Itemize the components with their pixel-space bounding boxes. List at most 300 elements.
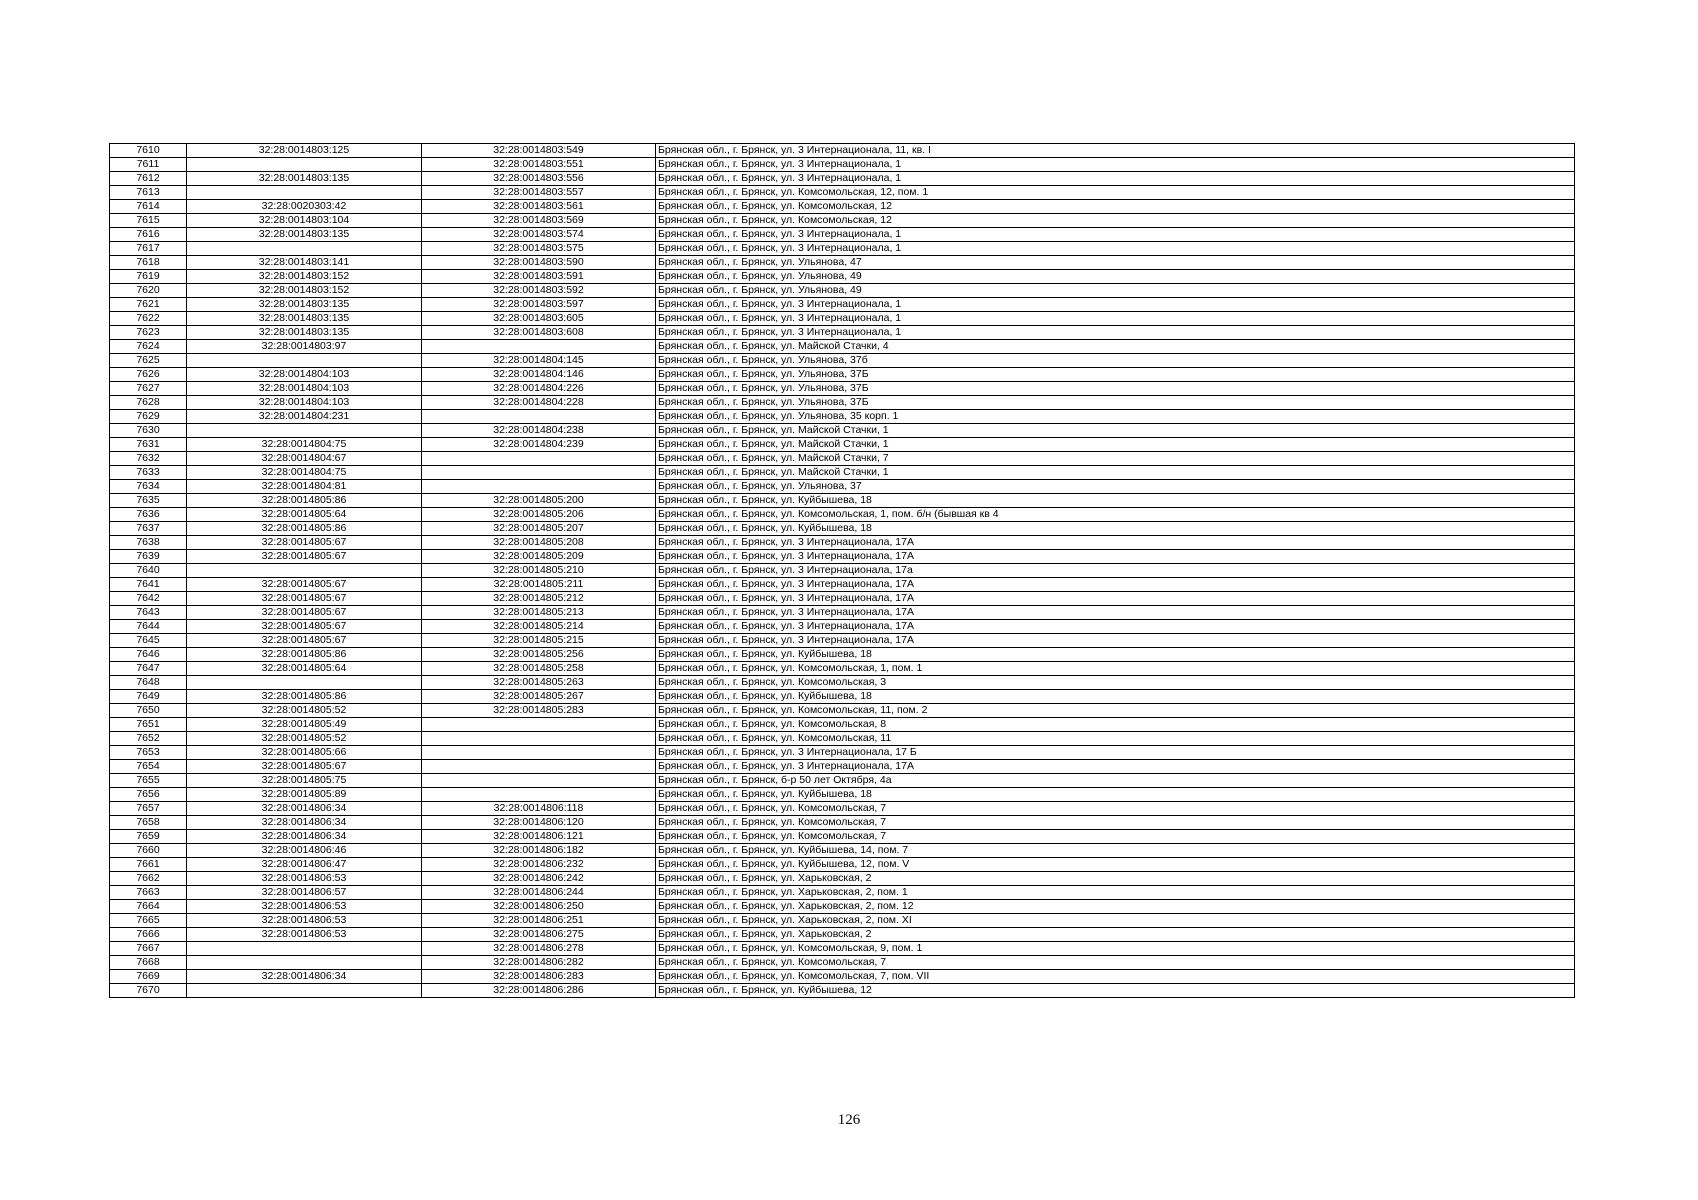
object-cadastral-number-cell: 32:28:0014804:146 bbox=[422, 368, 656, 382]
address-cell: Брянская обл., г. Брянск, ул. Куйбышева, 18 bbox=[656, 788, 1575, 802]
cadastral-number-cell bbox=[187, 186, 422, 200]
cadastral-number-cell bbox=[187, 956, 422, 970]
row-number-cell: 7628 bbox=[110, 396, 187, 410]
address-cell: Брянская обл., г. Брянск, ул. 3 Интернационала, 17А bbox=[656, 592, 1575, 606]
table-row bbox=[110, 550, 1575, 564]
object-cadastral-number-cell: 32:28:0014806:121 bbox=[422, 830, 656, 844]
cadastral-number-cell: 32:28:0014806:34 bbox=[187, 816, 422, 830]
address-cell: Брянская обл., г. Брянск, ул. Комсомольская, 7 bbox=[656, 956, 1575, 970]
address-cell: Брянская обл., г. Брянск, ул. 3 Интернационала, 1 bbox=[656, 158, 1575, 172]
cadastral-number-cell: 32:28:0014803:125 bbox=[187, 144, 422, 158]
address-cell: Брянская обл., г. Брянск, ул. 3 Интернационала, 17А bbox=[656, 620, 1575, 634]
cadastral-number-cell: 32:28:0014803:135 bbox=[187, 326, 422, 340]
address-cell: Брянская обл., г. Брянск, ул. Майской Стачки, 1 bbox=[656, 466, 1575, 480]
object-cadastral-number-cell: 32:28:0014806:182 bbox=[422, 844, 656, 858]
row-number-cell: 7612 bbox=[110, 172, 187, 186]
address-cell: Брянская обл., г. Брянск, ул. 3 Интернационала, 1 bbox=[656, 172, 1575, 186]
address-cell: Брянская обл., г. Брянск, ул. Харьковская, 2, пом. XI bbox=[656, 914, 1575, 928]
table-row bbox=[110, 270, 1575, 284]
address-cell: Брянская обл., г. Брянск, ул. Комсомольская, 7, пом. VII bbox=[656, 970, 1575, 984]
table-row bbox=[110, 382, 1575, 396]
address-cell: Брянская обл., г. Брянск, ул. Харьковская, 2 bbox=[656, 928, 1575, 942]
table-row bbox=[110, 760, 1575, 774]
cadastral-number-cell: 32:28:0014804:103 bbox=[187, 396, 422, 410]
row-number-cell: 7670 bbox=[110, 984, 187, 998]
table-row bbox=[110, 676, 1575, 690]
cadastral-number-cell: 32:28:0014806:57 bbox=[187, 886, 422, 900]
table-row bbox=[110, 956, 1575, 970]
table-row bbox=[110, 690, 1575, 704]
object-cadastral-number-cell: 32:28:0014803:575 bbox=[422, 242, 656, 256]
row-number-cell: 7647 bbox=[110, 662, 187, 676]
object-cadastral-number-cell: 32:28:0014805:214 bbox=[422, 620, 656, 634]
address-cell: Брянская обл., г. Брянск, ул. Ульянова, 37Б bbox=[656, 368, 1575, 382]
address-cell: Брянская обл., г. Брянск, ул. Комсомольская, 12 bbox=[656, 214, 1575, 228]
table-row bbox=[110, 158, 1575, 172]
address-cell: Брянская обл., г. Брянск, ул. Куйбышева, 18 bbox=[656, 690, 1575, 704]
object-cadastral-number-cell: 32:28:0014806:286 bbox=[422, 984, 656, 998]
object-cadastral-number-cell: 32:28:0014803:597 bbox=[422, 298, 656, 312]
object-cadastral-number-cell: 32:28:0014803:574 bbox=[422, 228, 656, 242]
row-number-cell: 7652 bbox=[110, 732, 187, 746]
row-number-cell: 7623 bbox=[110, 326, 187, 340]
cadastral-number-cell: 32:28:0014805:67 bbox=[187, 536, 422, 550]
row-number-cell: 7627 bbox=[110, 382, 187, 396]
object-cadastral-number-cell: 32:28:0014805:283 bbox=[422, 704, 656, 718]
object-cadastral-number-cell: 32:28:0014805:215 bbox=[422, 634, 656, 648]
table-row bbox=[110, 298, 1575, 312]
address-cell: Брянская обл., г. Брянск, ул. Куйбышева, 18 bbox=[656, 494, 1575, 508]
table-row bbox=[110, 606, 1575, 620]
cadastral-number-cell: 32:28:0014805:67 bbox=[187, 620, 422, 634]
address-cell: Брянская обл., г. Брянск, ул. Комсомольская, 11, пом. 2 bbox=[656, 704, 1575, 718]
object-cadastral-number-cell bbox=[422, 410, 656, 424]
address-cell: Брянская обл., г. Брянск, ул. Куйбышева, 12 bbox=[656, 984, 1575, 998]
cadastral-number-cell: 32:28:0014805:49 bbox=[187, 718, 422, 732]
row-number-cell: 7646 bbox=[110, 648, 187, 662]
address-cell: Брянская обл., г. Брянск, ул. Ульянова, 37Б bbox=[656, 396, 1575, 410]
cadastral-number-cell: 32:28:0014806:46 bbox=[187, 844, 422, 858]
object-cadastral-number-cell: 32:28:0014805:207 bbox=[422, 522, 656, 536]
address-cell: Брянская обл., г. Брянск, ул. 3 Интернационала, 11, кв. I bbox=[656, 144, 1575, 158]
address-cell: Брянская обл., г. Брянск, ул. 3 Интернационала, 17а bbox=[656, 564, 1575, 578]
address-cell: Брянская обл., г. Брянск, ул. Ульянова, 49 bbox=[656, 270, 1575, 284]
table-row bbox=[110, 312, 1575, 326]
object-cadastral-number-cell: 32:28:0014803:561 bbox=[422, 200, 656, 214]
row-number-cell: 7632 bbox=[110, 452, 187, 466]
table-row bbox=[110, 522, 1575, 536]
row-number-cell: 7620 bbox=[110, 284, 187, 298]
cadastral-number-cell: 32:28:0014805:67 bbox=[187, 578, 422, 592]
cadastral-number-cell bbox=[187, 676, 422, 690]
table-row bbox=[110, 256, 1575, 270]
row-number-cell: 7626 bbox=[110, 368, 187, 382]
row-number-cell: 7665 bbox=[110, 914, 187, 928]
object-cadastral-number-cell: 32:28:0014806:278 bbox=[422, 942, 656, 956]
row-number-cell: 7621 bbox=[110, 298, 187, 312]
cadastral-number-cell: 32:28:0014806:53 bbox=[187, 914, 422, 928]
object-cadastral-number-cell: 32:28:0014806:232 bbox=[422, 858, 656, 872]
row-number-cell: 7660 bbox=[110, 844, 187, 858]
object-cadastral-number-cell: 32:28:0014805:209 bbox=[422, 550, 656, 564]
table-row bbox=[110, 578, 1575, 592]
cadastral-number-cell: 32:28:0014803:135 bbox=[187, 228, 422, 242]
object-cadastral-number-cell bbox=[422, 480, 656, 494]
address-cell: Брянская обл., г. Брянск, ул. Харьковская, 2, пом. 12 bbox=[656, 900, 1575, 914]
row-number-cell: 7625 bbox=[110, 354, 187, 368]
object-cadastral-number-cell bbox=[422, 788, 656, 802]
row-number-cell: 7624 bbox=[110, 340, 187, 354]
table-row bbox=[110, 536, 1575, 550]
cadastral-number-cell: 32:28:0014805:89 bbox=[187, 788, 422, 802]
address-cell: Брянская обл., г. Брянск, ул. Комсомольская, 7 bbox=[656, 830, 1575, 844]
address-cell: Брянская обл., г. Брянск, ул. Комсомольская, 3 bbox=[656, 676, 1575, 690]
object-cadastral-number-cell: 32:28:0014806:282 bbox=[422, 956, 656, 970]
cadastral-number-cell: 32:28:0014804:75 bbox=[187, 466, 422, 480]
address-cell: Брянская обл., г. Брянск, ул. Ульянова, 37 bbox=[656, 480, 1575, 494]
page-number: 126 bbox=[837, 1112, 861, 1128]
object-cadastral-number-cell bbox=[422, 746, 656, 760]
row-number-cell: 7666 bbox=[110, 928, 187, 942]
address-cell: Брянская обл., г. Брянск, ул. Комсомольская, 1, пом. б/н (бывшая кв 4 bbox=[656, 508, 1575, 522]
table-row bbox=[110, 480, 1575, 494]
row-number-cell: 7619 bbox=[110, 270, 187, 284]
row-number-cell: 7639 bbox=[110, 550, 187, 564]
address-cell: Брянская обл., г. Брянск, ул. Ульянова, 37Б bbox=[656, 382, 1575, 396]
row-number-cell: 7645 bbox=[110, 634, 187, 648]
cadastral-number-cell bbox=[187, 158, 422, 172]
table-row bbox=[110, 648, 1575, 662]
object-cadastral-number-cell: 32:28:0014803:549 bbox=[422, 144, 656, 158]
row-number-cell: 7642 bbox=[110, 592, 187, 606]
address-cell: Брянская обл., г. Брянск, ул. 3 Интернационала, 1 bbox=[656, 242, 1575, 256]
cadastral-number-cell: 32:28:0014805:66 bbox=[187, 746, 422, 760]
object-cadastral-number-cell: 32:28:0014806:275 bbox=[422, 928, 656, 942]
object-cadastral-number-cell: 32:28:0014805:263 bbox=[422, 676, 656, 690]
cadastral-number-cell: 32:28:0014806:34 bbox=[187, 802, 422, 816]
row-number-cell: 7636 bbox=[110, 508, 187, 522]
object-cadastral-number-cell: 32:28:0014803:556 bbox=[422, 172, 656, 186]
address-cell: Брянская обл., г. Брянск, ул. Комсомольская, 7 bbox=[656, 816, 1575, 830]
table-row bbox=[110, 718, 1575, 732]
address-cell: Брянская обл., г. Брянск, ул. 3 Интернационала, 1 bbox=[656, 228, 1575, 242]
table-row bbox=[110, 354, 1575, 368]
cadastral-number-cell bbox=[187, 984, 422, 998]
table-row bbox=[110, 788, 1575, 802]
row-number-cell: 7662 bbox=[110, 872, 187, 886]
cadastral-number-cell: 32:28:0014803:135 bbox=[187, 312, 422, 326]
table-row bbox=[110, 970, 1575, 984]
row-number-cell: 7658 bbox=[110, 816, 187, 830]
object-cadastral-number-cell: 32:28:0014803:591 bbox=[422, 270, 656, 284]
table-row bbox=[110, 452, 1575, 466]
cadastral-number-cell: 32:28:0014806:53 bbox=[187, 928, 422, 942]
address-cell: Брянская обл., г. Брянск, ул. Куйбышева, 18 bbox=[656, 648, 1575, 662]
address-cell: Брянская обл., г. Брянск, ул. 3 Интернационала, 17А bbox=[656, 606, 1575, 620]
table-row bbox=[110, 802, 1575, 816]
row-number-cell: 7656 bbox=[110, 788, 187, 802]
object-cadastral-number-cell: 32:28:0014805:267 bbox=[422, 690, 656, 704]
cadastral-number-cell: 32:28:0014805:86 bbox=[187, 648, 422, 662]
cadastral-number-cell: 32:28:0014803:104 bbox=[187, 214, 422, 228]
object-cadastral-number-cell: 32:28:0014806:118 bbox=[422, 802, 656, 816]
table-row bbox=[110, 732, 1575, 746]
table-row bbox=[110, 144, 1575, 158]
cadastral-number-cell: 32:28:0014805:67 bbox=[187, 634, 422, 648]
cadastral-number-cell: 32:28:0014803:152 bbox=[187, 270, 422, 284]
address-cell: Брянская обл., г. Брянск, ул. 3 Интернационала, 17А bbox=[656, 760, 1575, 774]
cadastral-number-cell: 32:28:0014806:53 bbox=[187, 900, 422, 914]
row-number-cell: 7631 bbox=[110, 438, 187, 452]
cadastral-number-cell: 32:28:0014803:97 bbox=[187, 340, 422, 354]
object-cadastral-number-cell bbox=[422, 340, 656, 354]
cadastral-number-cell: 32:28:0014804:81 bbox=[187, 480, 422, 494]
object-cadastral-number-cell: 32:28:0014803:590 bbox=[422, 256, 656, 270]
table-row bbox=[110, 410, 1575, 424]
object-cadastral-number-cell: 32:28:0014805:210 bbox=[422, 564, 656, 578]
table-row bbox=[110, 830, 1575, 844]
row-number-cell: 7644 bbox=[110, 620, 187, 634]
address-cell: Брянская обл., г. Брянск, ул. Майской Стачки, 7 bbox=[656, 452, 1575, 466]
cadastral-number-cell: 32:28:0014806:47 bbox=[187, 858, 422, 872]
row-number-cell: 7655 bbox=[110, 774, 187, 788]
table-row bbox=[110, 172, 1575, 186]
table-row bbox=[110, 200, 1575, 214]
row-number-cell: 7629 bbox=[110, 410, 187, 424]
cadastral-number-cell: 32:28:0014804:103 bbox=[187, 368, 422, 382]
row-number-cell: 7650 bbox=[110, 704, 187, 718]
object-cadastral-number-cell: 32:28:0014804:145 bbox=[422, 354, 656, 368]
cadastral-number-cell: 32:28:0014804:103 bbox=[187, 382, 422, 396]
table-row bbox=[110, 396, 1575, 410]
cadastral-number-cell: 32:28:0014805:86 bbox=[187, 690, 422, 704]
address-cell: Брянская обл., г. Брянск, ул. 3 Интернационала, 1 bbox=[656, 326, 1575, 340]
row-number-cell: 7654 bbox=[110, 760, 187, 774]
row-number-cell: 7610 bbox=[110, 144, 187, 158]
address-cell: Брянская обл., г. Брянск, ул. Майской Стачки, 1 bbox=[656, 424, 1575, 438]
table-row bbox=[110, 592, 1575, 606]
address-cell: Брянская обл., г. Брянск, ул. Ульянова, 49 bbox=[656, 284, 1575, 298]
address-cell: Брянская обл., г. Брянск, ул. 3 Интернационала, 17 Б bbox=[656, 746, 1575, 760]
row-number-cell: 7611 bbox=[110, 158, 187, 172]
cadastral-number-cell: 32:28:0014805:86 bbox=[187, 494, 422, 508]
address-cell: Брянская обл., г. Брянск, ул. 3 Интернационала, 17А bbox=[656, 578, 1575, 592]
row-number-cell: 7664 bbox=[110, 900, 187, 914]
object-cadastral-number-cell: 32:28:0014804:238 bbox=[422, 424, 656, 438]
table-row bbox=[110, 284, 1575, 298]
table-row bbox=[110, 424, 1575, 438]
row-number-cell: 7653 bbox=[110, 746, 187, 760]
object-cadastral-number-cell: 32:28:0014803:569 bbox=[422, 214, 656, 228]
row-number-cell: 7641 bbox=[110, 578, 187, 592]
cadastral-number-cell: 32:28:0014804:75 bbox=[187, 438, 422, 452]
row-number-cell: 7633 bbox=[110, 466, 187, 480]
address-cell: Брянская обл., г. Брянск, ул. 3 Интернационала, 1 bbox=[656, 298, 1575, 312]
row-number-cell: 7651 bbox=[110, 718, 187, 732]
table-row bbox=[110, 368, 1575, 382]
table-row bbox=[110, 340, 1575, 354]
cadastral-number-cell: 32:28:0014805:52 bbox=[187, 704, 422, 718]
address-cell: Брянская обл., г. Брянск, ул. Комсомольская, 12 bbox=[656, 200, 1575, 214]
table-row bbox=[110, 928, 1575, 942]
table-row bbox=[110, 774, 1575, 788]
cadastral-number-cell: 32:28:0014805:86 bbox=[187, 522, 422, 536]
row-number-cell: 7635 bbox=[110, 494, 187, 508]
table-row bbox=[110, 886, 1575, 900]
object-cadastral-number-cell: 32:28:0014804:239 bbox=[422, 438, 656, 452]
row-number-cell: 7649 bbox=[110, 690, 187, 704]
object-cadastral-number-cell: 32:28:0014803:551 bbox=[422, 158, 656, 172]
table-row bbox=[110, 186, 1575, 200]
table-row bbox=[110, 564, 1575, 578]
row-number-cell: 7618 bbox=[110, 256, 187, 270]
table-row bbox=[110, 746, 1575, 760]
object-cadastral-number-cell: 32:28:0014806:244 bbox=[422, 886, 656, 900]
table-row bbox=[110, 508, 1575, 522]
address-cell: Брянская обл., г. Брянск, ул. Комсомольская, 8 bbox=[656, 718, 1575, 732]
address-cell: Брянская обл., г. Брянск, ул. Комсомольская, 12, пом. 1 bbox=[656, 186, 1575, 200]
cadastral-number-cell: 32:28:0014803:141 bbox=[187, 256, 422, 270]
table-row bbox=[110, 984, 1575, 998]
object-cadastral-number-cell bbox=[422, 760, 656, 774]
table-row bbox=[110, 438, 1575, 452]
row-number-cell: 7630 bbox=[110, 424, 187, 438]
address-cell: Брянская обл., г. Брянск, ул. 3 Интернационала, 17А bbox=[656, 536, 1575, 550]
registry-table bbox=[109, 143, 1575, 998]
object-cadastral-number-cell: 32:28:0014806:283 bbox=[422, 970, 656, 984]
object-cadastral-number-cell bbox=[422, 718, 656, 732]
row-number-cell: 7643 bbox=[110, 606, 187, 620]
row-number-cell: 7663 bbox=[110, 886, 187, 900]
table-row bbox=[110, 858, 1575, 872]
object-cadastral-number-cell: 32:28:0014804:228 bbox=[422, 396, 656, 410]
cadastral-number-cell: 32:28:0020303:42 bbox=[187, 200, 422, 214]
cadastral-number-cell: 32:28:0014805:52 bbox=[187, 732, 422, 746]
cadastral-number-cell: 32:28:0014806:34 bbox=[187, 830, 422, 844]
cadastral-number-cell: 32:28:0014805:67 bbox=[187, 550, 422, 564]
address-cell: Брянская обл., г. Брянск, ул. Комсомольская, 11 bbox=[656, 732, 1575, 746]
table-row bbox=[110, 900, 1575, 914]
row-number-cell: 7668 bbox=[110, 956, 187, 970]
cadastral-number-cell: 32:28:0014806:53 bbox=[187, 872, 422, 886]
row-number-cell: 7657 bbox=[110, 802, 187, 816]
address-cell: Брянская обл., г. Брянск, ул. 3 Интернационала, 17А bbox=[656, 550, 1575, 564]
address-cell: Брянская обл., г. Брянск, ул. Комсомольская, 1, пом. 1 bbox=[656, 662, 1575, 676]
object-cadastral-number-cell: 32:28:0014803:605 bbox=[422, 312, 656, 326]
cadastral-number-cell: 32:28:0014805:67 bbox=[187, 606, 422, 620]
row-number-cell: 7638 bbox=[110, 536, 187, 550]
object-cadastral-number-cell bbox=[422, 774, 656, 788]
address-cell: Брянская обл., г. Брянск, ул. Майской Стачки, 4 bbox=[656, 340, 1575, 354]
table-row bbox=[110, 326, 1575, 340]
table-row bbox=[110, 704, 1575, 718]
object-cadastral-number-cell: 32:28:0014805:211 bbox=[422, 578, 656, 592]
table-row bbox=[110, 466, 1575, 480]
table-row bbox=[110, 242, 1575, 256]
cadastral-number-cell: 32:28:0014805:67 bbox=[187, 760, 422, 774]
cadastral-number-cell: 32:28:0014804:67 bbox=[187, 452, 422, 466]
cadastral-number-cell: 32:28:0014805:64 bbox=[187, 662, 422, 676]
address-cell: Брянская обл., г. Брянск, ул. Харьковская, 2 bbox=[656, 872, 1575, 886]
cadastral-number-cell bbox=[187, 564, 422, 578]
object-cadastral-number-cell: 32:28:0014803:557 bbox=[422, 186, 656, 200]
row-number-cell: 7648 bbox=[110, 676, 187, 690]
address-cell: Брянская обл., г. Брянск, ул. Комсомольская, 7 bbox=[656, 802, 1575, 816]
table-row bbox=[110, 914, 1575, 928]
table-row bbox=[110, 662, 1575, 676]
row-number-cell: 7661 bbox=[110, 858, 187, 872]
row-number-cell: 7637 bbox=[110, 522, 187, 536]
object-cadastral-number-cell: 32:28:0014805:258 bbox=[422, 662, 656, 676]
object-cadastral-number-cell: 32:28:0014805:212 bbox=[422, 592, 656, 606]
address-cell: Брянская обл., г. Брянск, б-р 50 лет Октября, 4а bbox=[656, 774, 1575, 788]
object-cadastral-number-cell: 32:28:0014806:251 bbox=[422, 914, 656, 928]
row-number-cell: 7614 bbox=[110, 200, 187, 214]
object-cadastral-number-cell: 32:28:0014806:242 bbox=[422, 872, 656, 886]
object-cadastral-number-cell: 32:28:0014806:120 bbox=[422, 816, 656, 830]
address-cell: Брянская обл., г. Брянск, ул. 3 Интернационала, 1 bbox=[656, 312, 1575, 326]
address-cell: Брянская обл., г. Брянск, ул. Ульянова, 35 корп. 1 bbox=[656, 410, 1575, 424]
object-cadastral-number-cell bbox=[422, 452, 656, 466]
cadastral-number-cell: 32:28:0014805:75 bbox=[187, 774, 422, 788]
table-row bbox=[110, 872, 1575, 886]
object-cadastral-number-cell bbox=[422, 732, 656, 746]
row-number-cell: 7669 bbox=[110, 970, 187, 984]
cadastral-number-cell bbox=[187, 354, 422, 368]
table-row bbox=[110, 816, 1575, 830]
cadastral-number-cell: 32:28:0014805:67 bbox=[187, 592, 422, 606]
cadastral-number-cell bbox=[187, 424, 422, 438]
cadastral-number-cell bbox=[187, 242, 422, 256]
object-cadastral-number-cell: 32:28:0014803:608 bbox=[422, 326, 656, 340]
cadastral-number-cell: 32:28:0014803:135 bbox=[187, 172, 422, 186]
table-row bbox=[110, 634, 1575, 648]
table-row bbox=[110, 494, 1575, 508]
object-cadastral-number-cell: 32:28:0014804:226 bbox=[422, 382, 656, 396]
address-cell: Брянская обл., г. Брянск, ул. Куйбышева, 18 bbox=[656, 522, 1575, 536]
row-number-cell: 7622 bbox=[110, 312, 187, 326]
object-cadastral-number-cell: 32:28:0014805:200 bbox=[422, 494, 656, 508]
address-cell: Брянская обл., г. Брянск, ул. 3 Интернационала, 17А bbox=[656, 634, 1575, 648]
cadastral-number-cell: 32:28:0014806:34 bbox=[187, 970, 422, 984]
address-cell: Брянская обл., г. Брянск, ул. Куйбышева, 14, пом. 7 bbox=[656, 844, 1575, 858]
row-number-cell: 7615 bbox=[110, 214, 187, 228]
table-row bbox=[110, 844, 1575, 858]
address-cell: Брянская обл., г. Брянск, ул. Куйбышева, 12, пом. V bbox=[656, 858, 1575, 872]
registry-table-body bbox=[110, 144, 1575, 998]
row-number-cell: 7640 bbox=[110, 564, 187, 578]
object-cadastral-number-cell: 32:28:0014803:592 bbox=[422, 284, 656, 298]
row-number-cell: 7634 bbox=[110, 480, 187, 494]
address-cell: Брянская обл., г. Брянск, ул. Ульянова, 47 bbox=[656, 256, 1575, 270]
object-cadastral-number-cell: 32:28:0014805:206 bbox=[422, 508, 656, 522]
cadastral-number-cell bbox=[187, 942, 422, 956]
object-cadastral-number-cell: 32:28:0014806:250 bbox=[422, 900, 656, 914]
address-cell: Брянская обл., г. Брянск, ул. Майской Стачки, 1 bbox=[656, 438, 1575, 452]
row-number-cell: 7616 bbox=[110, 228, 187, 242]
address-cell: Брянская обл., г. Брянск, ул. Ульянова, 37б bbox=[656, 354, 1575, 368]
row-number-cell: 7667 bbox=[110, 942, 187, 956]
table-row bbox=[110, 214, 1575, 228]
object-cadastral-number-cell: 32:28:0014805:256 bbox=[422, 648, 656, 662]
object-cadastral-number-cell: 32:28:0014805:208 bbox=[422, 536, 656, 550]
row-number-cell: 7617 bbox=[110, 242, 187, 256]
object-cadastral-number-cell: 32:28:0014805:213 bbox=[422, 606, 656, 620]
table-row bbox=[110, 942, 1575, 956]
row-number-cell: 7659 bbox=[110, 830, 187, 844]
row-number-cell: 7613 bbox=[110, 186, 187, 200]
cadastral-number-cell: 32:28:0014803:135 bbox=[187, 298, 422, 312]
